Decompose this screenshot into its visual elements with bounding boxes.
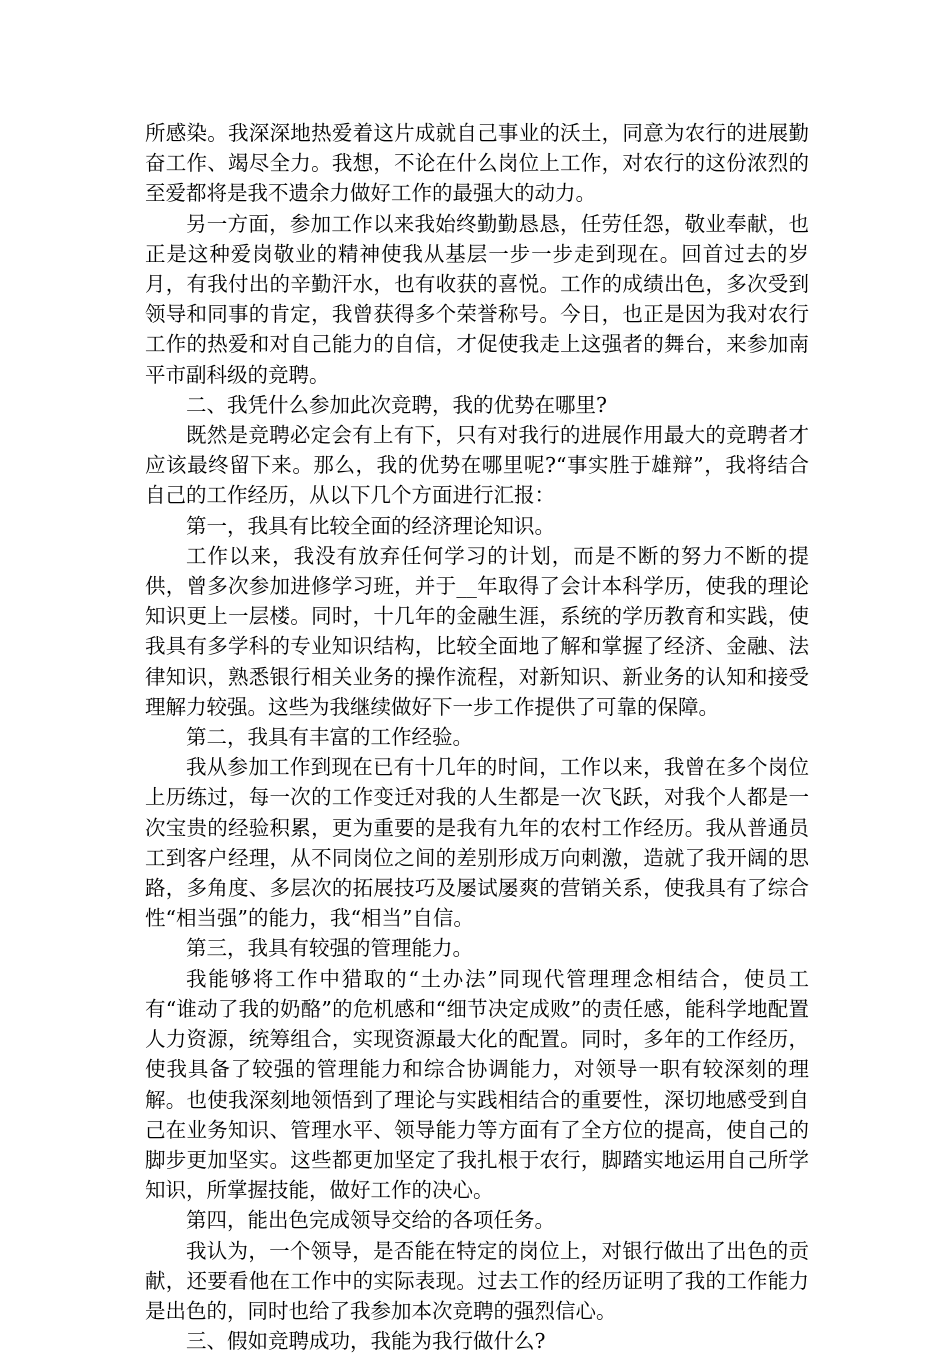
subheading-fourth: 第四，能出色完成领导交给的各项任务。	[186, 1208, 555, 1233]
paragraph-advantages-intro: 既然是竞聘必定会有上有下，只有对我行的进展作用最大的竞聘者才应该最终留下来。那么，我的优势在哪里呢?“事实胜于雄辩”，我将结合自己的工作经历，从以下几个方面进行汇报：	[145, 423, 809, 508]
paragraph-continuation: 所感染。我深深地热爱着这片成就自己事业的沃土，同意为农行的进展勤奋工作、竭尽全力。我想，不论在什么岗位上工作，对农行的这份浓烈的至爱都将是我不遗余力做好工作的最强大的动力。	[145, 121, 809, 206]
document-body	[145, 118, 809, 1356]
paragraph-management-ability: 我能够将工作中猎取的“土办法”同现代管理理念相结合，使员工有“谁动了我的奶酪”的危机感和“细节决定成败”的责任感，能科学地配置人力资源，统筹组合，实现资源最大化的配置。同时，多年的工作经历，使我具备了较强的管理能力和综合协调能力，对领导一职有较深刻的理解。也使我深刻地领悟到了理论与实践相结合的重要性，深切地感受到自己在业务知识、管理水平、领导能力等方面有了全方位的提高，使自己的脚步更加坚实。这些都更加坚定了我扎根于农行，脚踏实地运用自己所学知识，所掌握技能，做好工作的决心。	[145, 966, 809, 1203]
subheading-first: 第一，我具有比较全面的经济理论知识。	[186, 513, 555, 538]
paragraph-theory-knowledge: 工作以来，我没有放弃任何学习的计划，而是不断的努力不断的提供，曾多次参加进修学习班，并于__年取得了会计本科学历，使我的理论知识更上一层楼。同时，十几年的金融生涯，系统的学历教育和实践，使我具有多学科的专业知识结构，比较全面地了解和掌握了经济、金融、法律知识，熟悉银行相关业务的操作流程，对新知识、新业务的认知和接受理解力较强。这些为我继续做好下一步工作提供了可靠的保障。	[145, 543, 809, 719]
subheading-third: 第三，我具有较强的管理能力。	[186, 936, 473, 961]
section-heading-3: 三、假如竞聘成功，我能为我行做什么?	[186, 1329, 546, 1354]
paragraph-task-completion: 我认为，一个领导，是否能在特定的岗位上，对银行做出了出色的贡献，还要看他在工作中的实际表现。过去工作的经历证明了我的工作能力是出色的，同时也给了我参加本次竞聘的强烈信心。	[145, 1238, 809, 1323]
section-heading-2: 二、我凭什么参加此次竞聘，我的优势在哪里?	[186, 392, 607, 417]
paragraph-work-experience: 我从参加工作到现在已有十几年的时间，工作以来，我曾在多个岗位上历练过，每一次的工作变迁对我的人生都是一次飞跃，对我个人都是一次宝贵的经验积累，更为重要的是我有九年的农村工作经历。我从普通员工到客户经理，从不同岗位之间的差别形成万向刺激，造就了我开阔的思路，多角度、多层次的拓展技巧及屡试屡爽的营销关系，使我具有了综合性“相当强”的能力，我“相当”自信。	[145, 755, 809, 931]
subheading-second: 第二，我具有丰富的工作经验。	[186, 725, 473, 750]
paragraph-dedication: 另一方面，参加工作以来我始终勤勤恳恳，任劳任怨，敬业奉献，也正是这种爱岗敬业的精神使我从基层一步一步走到现在。回首过去的岁月，有我付出的辛勤汗水，也有收获的喜悦。工作的成绩出色，多次受到领导和同事的肯定，我曾获得多个荣誉称号。今日，也正是因为我对农行工作的热爱和对自己能力的自信，才促使我走上这强者的舞台，来参加南平市副科级的竞聘。	[145, 211, 809, 387]
